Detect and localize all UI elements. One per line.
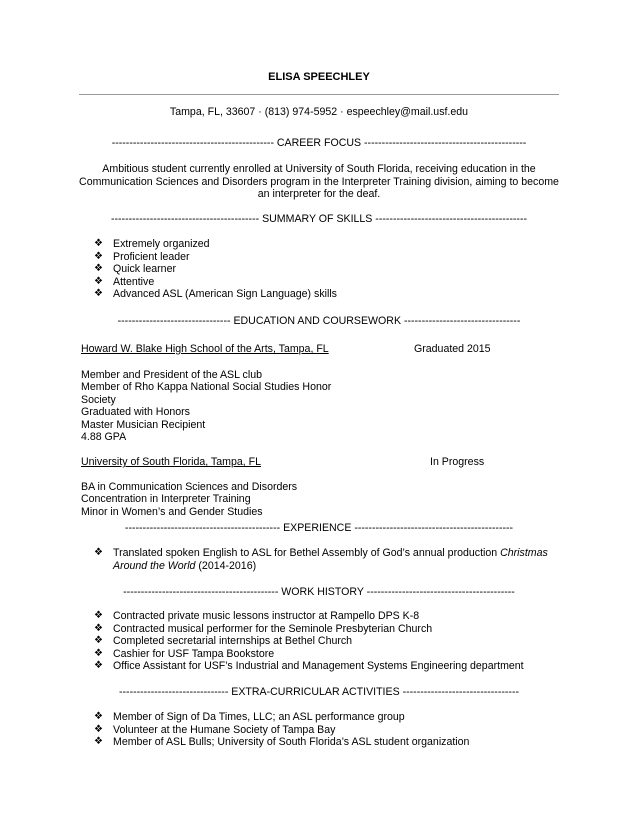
list-item: ❖ Extremely organized — [94, 238, 210, 250]
detail-line: Minor in Women’s and Gender Studies — [81, 505, 263, 518]
detail-line: Member of Rho Kappa National Social Studies Honor — [81, 381, 332, 394]
list-item: ❖ Completed secretarial internships at Bethel Church — [94, 635, 353, 648]
extracurricular-list — [94, 711, 469, 749]
header-divider — [79, 94, 559, 95]
diamond-bullet-icon: ❖ — [94, 711, 103, 722]
detail-line: Concentration in Interpreter Training — [81, 493, 251, 506]
detail-line: Graduated with Honors — [81, 406, 190, 419]
list-item: ❖ Attentive — [94, 275, 155, 288]
list-item: ❖ Cashier for USF Tampa Bookstore — [94, 647, 275, 660]
diamond-bullet-icon: ❖ — [94, 736, 103, 748]
list-item: ❖ Member of Sign of Da Times, LLC; an ASL performance group — [94, 711, 405, 723]
school-1-status: Graduated 2015 — [414, 343, 491, 355]
detail-line: Member and President of the ASL club — [81, 369, 262, 381]
contact-line: Tampa, FL, 33607 · (813) 974-5952 · espeechley@mail.usf.edu — [169, 106, 469, 118]
list-item: ❖ Quick learner — [94, 263, 176, 276]
school-1-name: Howard W. Blake High School of the Arts, Tampa, FL — [81, 343, 329, 355]
heading-education: -------------------------------- EDUCATION AND COURSEWORK --------------------------------- — [117, 315, 521, 327]
school-2-status: In Progress — [430, 456, 485, 468]
experience-item — [94, 547, 554, 572]
heading-summary-of-skills: ------------------------------------------ SUMMARY OF SKILLS ------------------------------------------- — [110, 213, 528, 225]
detail-line: 4.88 GPA — [81, 431, 127, 444]
diamond-bullet-icon: ❖ — [94, 288, 103, 300]
diamond-bullet-icon: ❖ — [94, 610, 103, 621]
experience-text: Translated spoken English to ASL for Bethel Assembly of God’s annual production Christmas Around the World (2014-2016) — [113, 547, 548, 572]
diamond-bullet-icon: ❖ — [94, 647, 103, 659]
school-2-details — [81, 481, 297, 518]
school-1-details — [81, 369, 331, 443]
diamond-bullet-icon: ❖ — [94, 622, 103, 634]
diamond-bullet-icon: ❖ — [94, 547, 103, 558]
list-item: ❖ Contracted musical performer for the Seminole Presbyterian Church — [94, 622, 433, 635]
list-item: ❖ Volunteer at the Humane Society of Tampa Bay — [94, 723, 336, 736]
heading-experience: -------------------------------------------- EXPERIENCE --------------------------------------------- — [124, 522, 514, 534]
diamond-bullet-icon: ❖ — [94, 238, 103, 249]
list-item: ❖ Advanced ASL (American Sign Language) skills — [94, 288, 337, 301]
resume-name: ELISA SPEECHLEY — [268, 71, 370, 83]
career-focus-text: Ambitious student currently enrolled at University of South Florida, receiving education in the Communication Sciences and Disorders program in the Interpreter Training division, aiming to become an interpreter for the deaf. — [79, 163, 559, 201]
diamond-bullet-icon: ❖ — [94, 263, 103, 275]
diamond-bullet-icon: ❖ — [94, 250, 103, 262]
diamond-bullet-icon: ❖ — [94, 635, 103, 647]
production-title: Christmas Around the World — [113, 547, 548, 572]
heading-work-history: -------------------------------------------- WORK HISTORY ------------------------------------------ — [123, 586, 515, 598]
detail-line: Society — [81, 393, 116, 406]
detail-line: BA in Communication Sciences and Disorders — [81, 481, 298, 493]
heading-extracurricular: ------------------------------- EXTRA-CURRICULAR ACTIVITIES --------------------------------- — [118, 686, 519, 698]
list-item: ❖ Office Assistant for USF’s Industrial and Management Systems Engineering department — [94, 660, 524, 673]
skills-list — [94, 238, 337, 301]
diamond-bullet-icon: ❖ — [94, 660, 103, 672]
school-2-name: University of South Florida, Tampa, FL — [81, 456, 261, 468]
diamond-bullet-icon: ❖ — [94, 723, 103, 735]
list-item: ❖ Member of ASL Bulls; University of South Florida’s ASL student organization — [94, 736, 470, 749]
diamond-bullet-icon: ❖ — [94, 275, 103, 287]
detail-line: Master Musician Recipient — [81, 418, 206, 431]
work-history-list — [94, 610, 524, 673]
heading-career-focus: ---------------------------------------------- CAREER FOCUS ---------------------------------------------- — [111, 137, 527, 149]
list-item: ❖ Proficient leader — [94, 250, 190, 263]
list-item: ❖ Contracted private music lessons instructor at Rampello DPS K-8 — [94, 610, 420, 622]
